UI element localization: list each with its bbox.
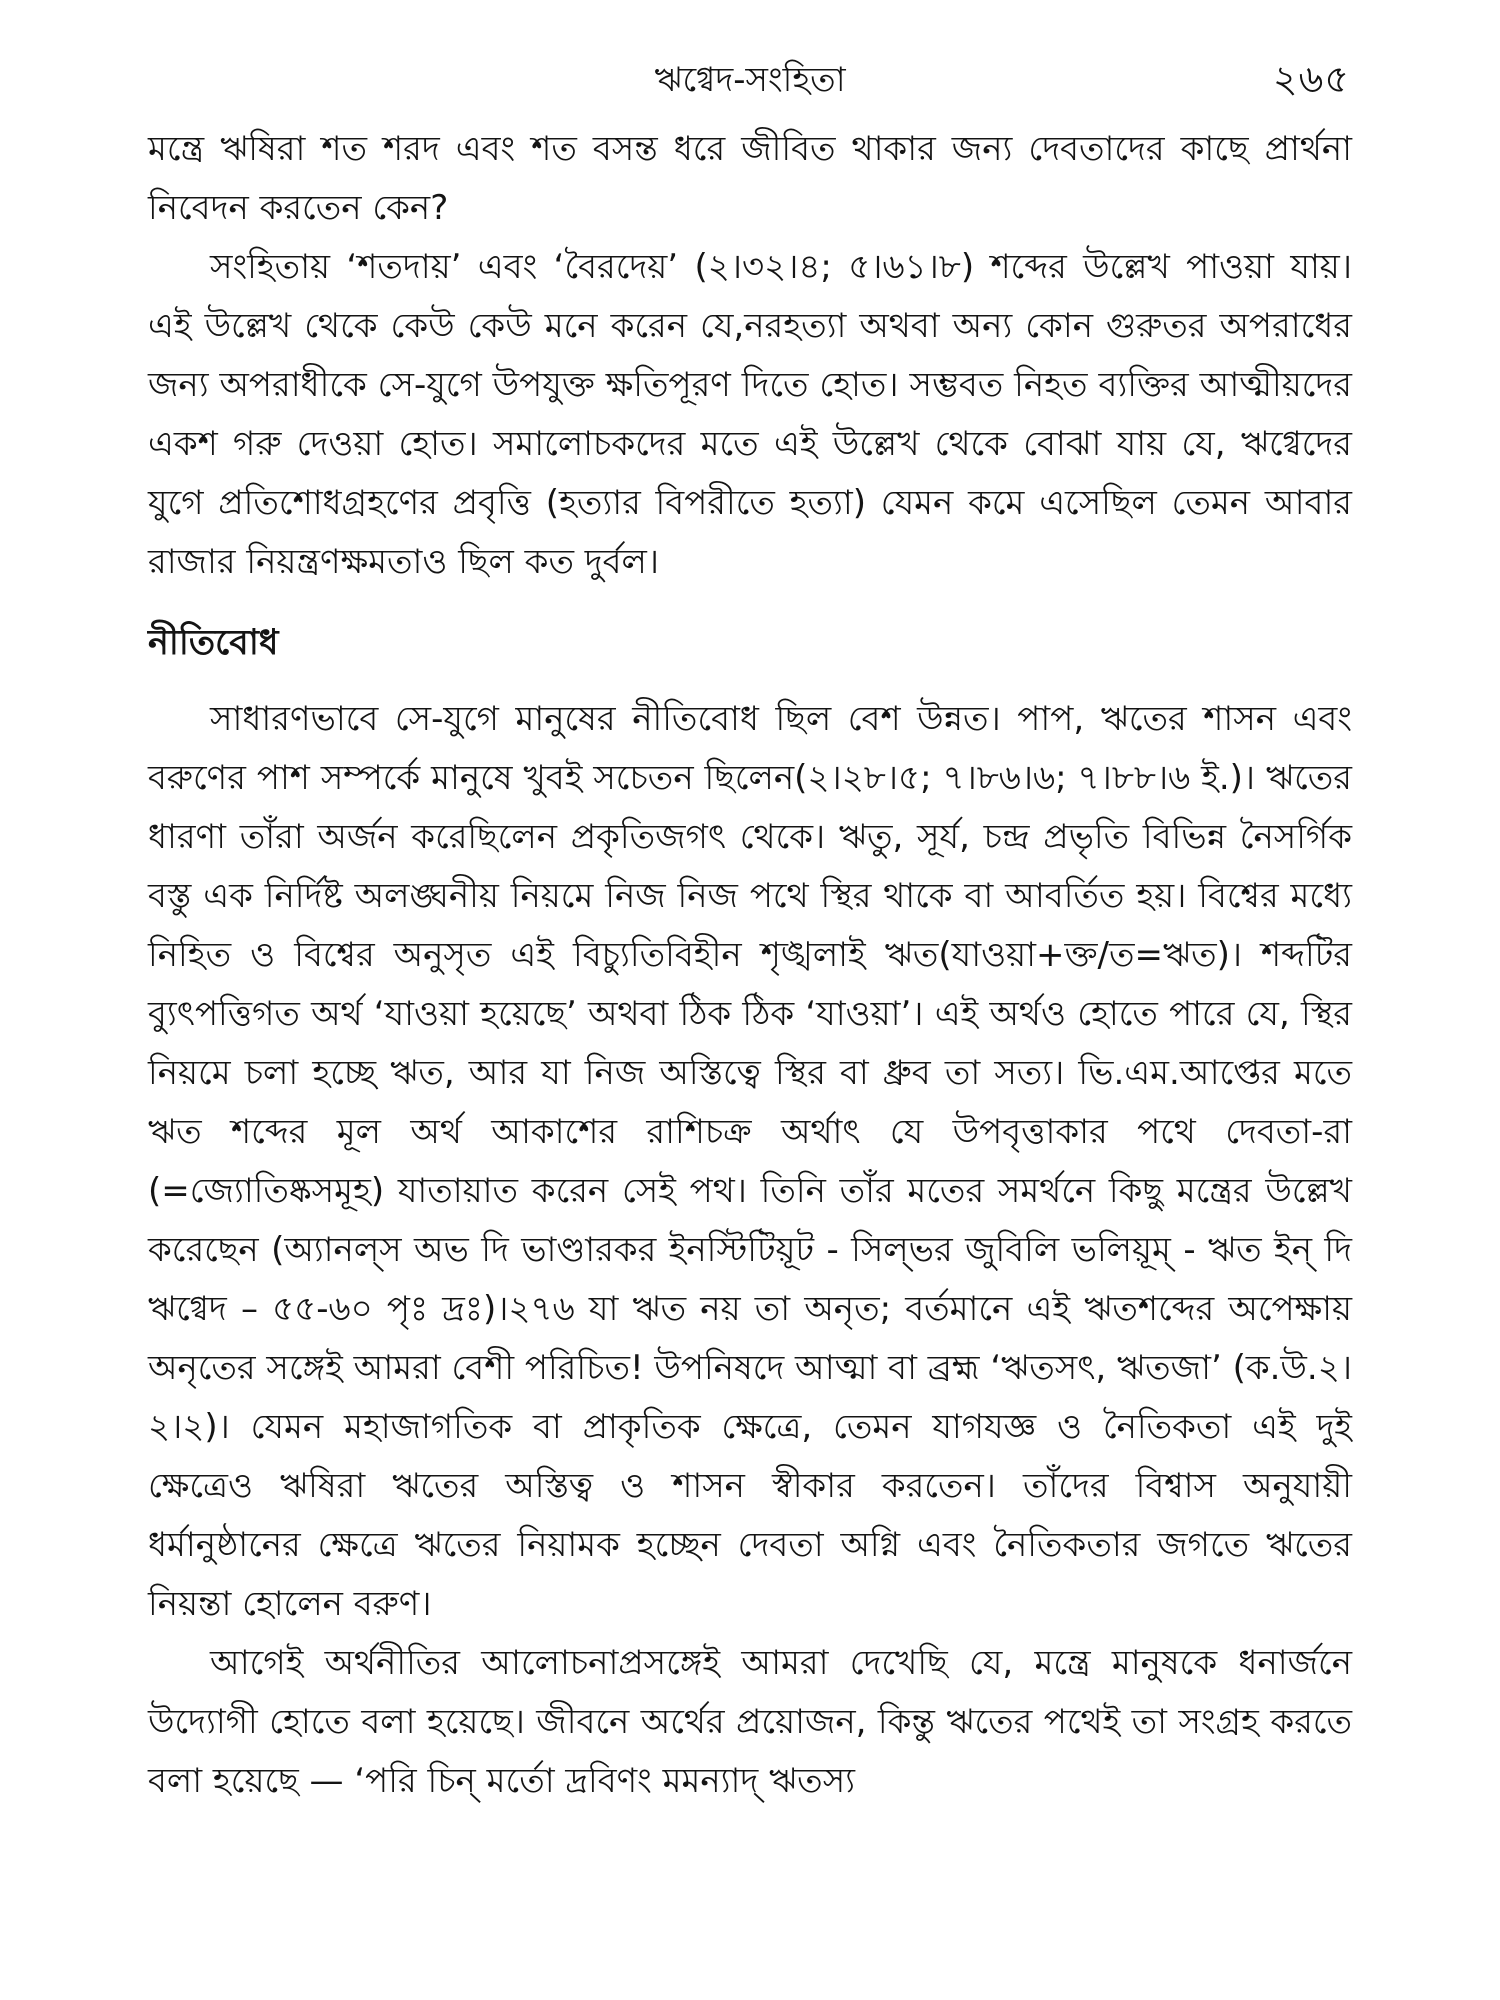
running-title: ঋগ্বেদ-সংহিতা xyxy=(654,60,846,100)
paragraph-shotdaya: সংহিতায় ‘শতদায়’ এবং ‘বৈরদেয়’ (২।৩২।৪; ৫।৬১।৮) শব্দের উল্লেখ পাওয়া যায়। এই উল্লেখ থেকে কেউ কেউ মনে করেন যে,নরহত্যা অথবা অন্য কোন গুরুতর অপরাধের জন্য অপরাধীকে সে-যুগে উপযুক্ত ক্ষতিপূরণ দিতে হোত। সম্ভবত নিহত ব্যক্তির আত্মীয়দের একশ গরু দেওয়া হোত। সমালোচকদের মতে এই উল্লেখ থেকে বোঝা যায় যে, ঋগ্বেদের যুগে প্রতিশোধগ্রহণের প্রবৃত্তি (হত্যার বিপরীতে হত্যা) যেমন কমে এসেছিল তেমন আবার রাজার নিয়ন্ত্রণক্ষমতাও ছিল কত দুর্বল। xyxy=(148,247,1352,582)
paragraph-economy: আগেই অর্থনীতির আলোচনাপ্রসঙ্গেই আমরা দেখেছি যে, মন্ত্রে মানুষকে ধনার্জনে উদ্যোগী হোতে বলা হয়েছে। জীবনে অর্থের প্রয়োজন, কিন্তু ঋতের পথেই তা সংগ্রহ করতে বলা হয়েছে — ‘পরি চিন্‌ মর্তো দ্রবিণং মমন্যাদ্‌ ঋতস্য xyxy=(148,1643,1352,1801)
page-number: ২৬৫ xyxy=(1272,57,1350,101)
paragraph-ethics: সাধারণভাবে সে-যুগে মানুষের নীতিবোধ ছিল বেশ উন্নত। পাপ, ঋতের শাসন এবং বরুণের পাশ সম্পর্কে মানুষে খুবই সচেতন ছিলেন(২।২৮।৫; ৭।৮৬।৬; ৭।৮৮।৬ ই.)। ঋতের ধারণা তাঁরা অর্জন করেছিলেন প্রকৃতিজগৎ থেকে। ঋতু, সূর্য, চন্দ্র প্রভৃতি বিভিন্ন নৈসর্গিক বস্তু এক নির্দিষ্ট অলঙ্ঘনীয় নিয়মে নিজ নিজ পথে স্থির থাকে বা আবর্তিত হয়। বিশ্বের মধ্যে নিহিত ও বিশ্বের অনুসৃত এই বিচ্যুতিবিহীন শৃঙ্খলাই ঋত(যাওয়া+ক্ত/ত=ঋত)। শব্দটির ব্যুৎপত্তিগত অর্থ ‘যাওয়া হয়েছে’ অথবা ঠিক ঠিক ‘যাওয়া’। এই অর্থও হোতে পারে যে, স্থির নিয়মে চলা হচ্ছে ঋত, আর যা নিজ অস্তিত্বে স্থির বা ধ্রুব তা সত্য। ভি.এম.আপ্তের মতে ঋত শব্দের মূল অর্থ আকাশের রাশিচক্র অর্থাৎ যে উপবৃত্তাকার পথে দেবতা-রা (=জ্যোতিষ্কসমূহ) যাতায়াত করেন সেই পথ। তিনি তাঁর মতের সমর্থনে কিছু মন্ত্রের উল্লেখ করেছেন (অ্যানল্‌স অভ দি ভাণ্ডারকর ইনস্টিটিয়ূট - সিল্‌ভর জুবিলি ভলিয়ূম্‌ - ঋত ইন্‌ দি ঋগ্বেদ – ৫৫-৬০ পৃঃ দ্রঃ)।২৭৬ যা ঋত নয় তা অনৃত; বর্তমানে এই ঋতশব্দের অপেক্ষায় অনৃতের সঙ্গেই আমরা বেশী পরিচিত! উপনিষদে আত্মা বা ব্রহ্ম ‘ঋতসৎ, ঋতজা’ (ক.উ.২।২।২)। যেমন মহাজাগতিক বা প্রাকৃতিক ক্ষেত্রে, তেমন যাগযজ্ঞ ও নৈতিকতা এই দুই ক্ষেত্রেও ঋষিরা ঋতের অস্তিত্ব ও শাসন স্বীকার করতেন। তাঁদের বিশ্বাস অনুযায়ী ধর্মানুষ্ঠানের ক্ষেত্রে ঋতের নিয়ামক হচ্ছেন দেবতা অগ্নি এবং নৈতিকতার জগতে ঋতের নিয়ন্তা হোলেন বরুণ। xyxy=(148,699,1352,1624)
paragraph-continued: মন্ত্রে ঋষিরা শত শরদ এবং শত বসন্ত ধরে জীবিত থাকার জন্য দেবতাদের কাছে প্রার্থনা নিবেদন করতেন কেন? xyxy=(148,129,1352,228)
section-heading: নীতিবোধ xyxy=(148,623,279,663)
running-header xyxy=(148,40,1352,120)
